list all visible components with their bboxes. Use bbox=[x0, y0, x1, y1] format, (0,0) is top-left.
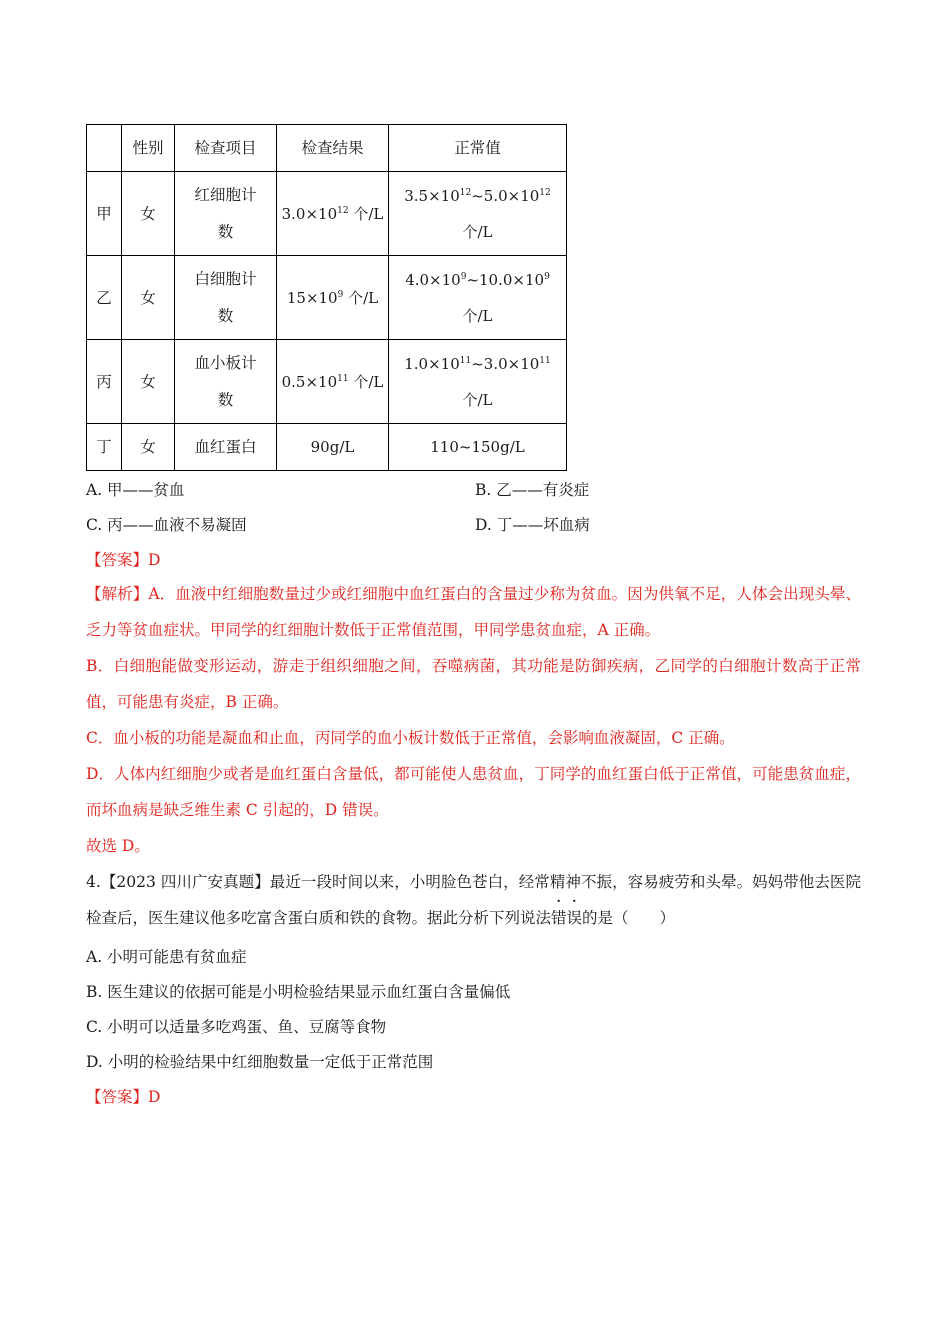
cell-sex: 女 bbox=[122, 172, 175, 256]
header-cell-sex: 性别 bbox=[122, 125, 175, 172]
q4-option-d: D. 小明的检验结果中红细胞数量一定低于正常范围 bbox=[86, 1053, 434, 1071]
cell-item bbox=[175, 172, 277, 256]
result-unit: 个/L bbox=[343, 288, 379, 307]
result-base: 15×10 bbox=[286, 288, 338, 307]
result-unit: 个/L bbox=[348, 372, 384, 391]
normal-b-exp: 11 bbox=[539, 355, 551, 366]
normal-b: ~10.0×10 bbox=[466, 270, 545, 289]
table-row bbox=[87, 172, 567, 256]
item-line1: 血小板计 bbox=[194, 353, 257, 372]
normal-unit: 个/L bbox=[462, 306, 493, 325]
q4-emphasis-char: 误 bbox=[566, 909, 583, 927]
normal-unit: 个/L bbox=[462, 390, 493, 409]
q4-option-a: A. 小明可能患有贫血症 bbox=[86, 948, 247, 966]
normal-a: 4.0×10 bbox=[405, 270, 461, 289]
cell-normal bbox=[389, 340, 567, 424]
header-cell-item: 检查项目 bbox=[175, 125, 277, 172]
result-exp: 12 bbox=[337, 205, 349, 216]
cell-normal bbox=[389, 256, 567, 340]
q4-emphasis-char: 错 bbox=[551, 909, 567, 927]
q3-answer: 【答案】D bbox=[86, 551, 161, 569]
q4-answer: 【答案】D bbox=[86, 1088, 161, 1106]
result-base: 3.0×10 bbox=[281, 204, 338, 223]
cell-name: 丙 bbox=[87, 340, 122, 424]
analysis-paragraph-a: 【解析】A．血液中红细胞数量过少或红细胞中血红蛋白的含量过少称为贫血。因为供氧不足，人体会出现头晕、乏力等贫血症状。甲同学的红细胞计数低于正常值范围，甲同学患贫血症，A 正确。 bbox=[86, 585, 861, 639]
cell-result bbox=[277, 340, 389, 424]
cell-result bbox=[277, 256, 389, 340]
analysis-paragraph-b: B．白细胞能做变形运动，游走于组织细胞之间，吞噬病菌，其功能是防御疾病，乙同学的白细胞计数高于正常值，可能患有炎症，B 正确。 bbox=[86, 657, 861, 711]
header-cell-normal: 正常值 bbox=[389, 125, 567, 172]
item-line2: 数 bbox=[217, 222, 234, 241]
result-base: 0.5×10 bbox=[281, 372, 338, 391]
normal-b-exp: 12 bbox=[539, 187, 551, 198]
table-header-row bbox=[87, 125, 567, 172]
q4-stem-text: 4.【2023 四川广安真题】最近一段时间以来，小明脸色苍白，经常精神不振，容易疲劳和头晕。妈妈带他去医院检查后，医生建议他多吃富含蛋白质和铁的食物。据此分析下列说法 bbox=[86, 873, 861, 927]
table-row bbox=[87, 424, 567, 471]
normal-a: 3.5×10 bbox=[404, 186, 460, 205]
q4-option-b: B. 医生建议的依据可能是小明检验结果显示血红蛋白含量偏低 bbox=[86, 983, 511, 1001]
normal-a-exp: 9 bbox=[460, 271, 467, 282]
cell-name: 丁 bbox=[87, 424, 122, 471]
item-line2: 数 bbox=[217, 390, 234, 409]
normal-a: 1.0×10 bbox=[404, 354, 460, 373]
cell-item bbox=[175, 340, 277, 424]
header-cell-result: 检查结果 bbox=[277, 125, 389, 172]
blood-test-table bbox=[86, 124, 567, 471]
table-row bbox=[87, 256, 567, 340]
analysis-paragraph-c: C．血小板的功能是凝血和止血，丙同学的血小板计数低于正常值，会影响血液凝固，C 正确。 bbox=[86, 729, 735, 747]
q3-option-d: D. 丁——坏血病 bbox=[475, 516, 590, 534]
cell-result bbox=[277, 172, 389, 256]
cell-result: 90g/L bbox=[277, 424, 389, 471]
header-cell bbox=[87, 125, 122, 172]
cell-sex: 女 bbox=[122, 340, 175, 424]
cell-name: 乙 bbox=[87, 256, 122, 340]
item-line1: 红细胞计 bbox=[194, 185, 257, 204]
table-row bbox=[87, 340, 567, 424]
cell-name: 甲 bbox=[87, 172, 122, 256]
q3-option-c: C. 丙——血液不易凝固 bbox=[86, 516, 247, 534]
normal-unit: 个/L bbox=[462, 222, 493, 241]
cell-normal bbox=[389, 172, 567, 256]
cell-normal: 110~150g/L bbox=[389, 424, 567, 471]
cell-sex: 女 bbox=[122, 424, 175, 471]
cell-item bbox=[175, 256, 277, 340]
q3-option-b: B. 乙——有炎症 bbox=[475, 481, 590, 499]
normal-b: ~3.0×10 bbox=[471, 354, 540, 373]
cell-sex: 女 bbox=[122, 256, 175, 340]
item-line1: 白细胞计 bbox=[194, 269, 257, 288]
cell-item: 血红蛋白 bbox=[175, 424, 277, 471]
item-line2: 数 bbox=[217, 306, 234, 325]
result-exp: 11 bbox=[337, 373, 349, 384]
result-unit: 个/L bbox=[348, 204, 384, 223]
analysis-paragraph-d: D．人体内红细胞少或者是血红蛋白含量低，都可能使人患贫血，丁同学的血红蛋白低于正常值，可能患贫血症，而坏血病是缺乏维生素 C 引起的，D 错误。 bbox=[86, 765, 861, 819]
normal-b-exp: 9 bbox=[544, 271, 550, 282]
q4-option-c: C. 小明可以适量多吃鸡蛋、鱼、豆腐等食物 bbox=[86, 1018, 387, 1036]
q4-stem bbox=[86, 864, 861, 936]
normal-a-exp: 11 bbox=[459, 355, 472, 366]
normal-a-exp: 12 bbox=[459, 187, 472, 198]
result-exp: 9 bbox=[337, 289, 344, 300]
analysis-conclusion: 故选 D。 bbox=[86, 837, 150, 855]
normal-b: ~5.0×10 bbox=[471, 186, 540, 205]
q4-stem-tail: 的是（ ） bbox=[582, 909, 676, 927]
q3-option-a: A. 甲——贫血 bbox=[86, 481, 185, 499]
